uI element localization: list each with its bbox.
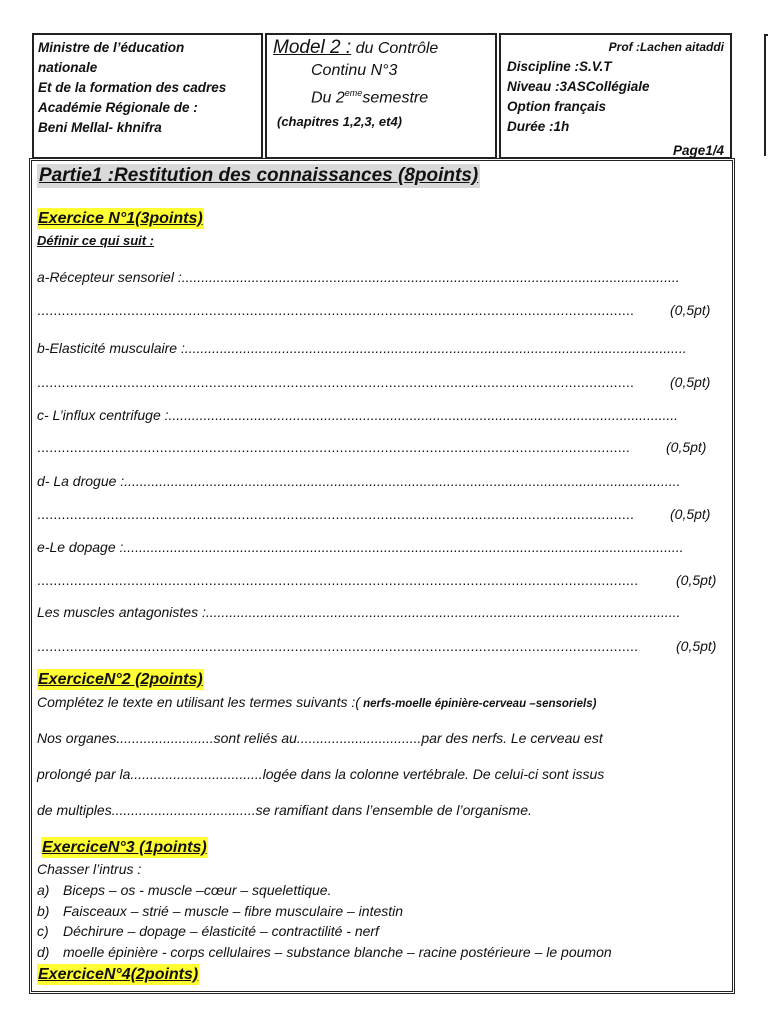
institution-line-2: nationale: [38, 60, 98, 75]
prof-label: Prof :Lachen aitaddi: [608, 40, 724, 54]
ex3-item-d: d) moelle épinière - corps cellulaires – substance blanche – racine postérieure – le poumon: [37, 944, 612, 960]
institution-line-1: Ministre de l’éducation: [38, 40, 185, 55]
header-title-cell: [265, 33, 497, 159]
ex1-item-a: a-Récepteur sensoriel :................................................................................................................................: [37, 269, 680, 285]
ex1-points-e: (0,5pt): [676, 572, 717, 588]
chapters-label: (chapitres 1,2,3, et4): [277, 114, 402, 130]
ex2-line-2: prolongé par la..................................logée dans la colonne vertébrale. De celui-ci sont issus: [37, 766, 605, 782]
ex1-item-e: e-Le dopage :................................................................................................................................................: [37, 539, 684, 555]
ex2-terms: nerfs-moelle épinière-cerveau –sensoriels): [359, 698, 597, 710]
semestre-label: Du 2emesemestre: [311, 88, 429, 107]
niveau-label: Niveau :3ASCollégiale: [507, 79, 650, 94]
ex3-title: ExerciceN°3 (1points): [42, 839, 207, 856]
ex1-points-a: (0,5pt): [670, 302, 711, 318]
discipline-label: Discipline :S.V.T: [507, 59, 612, 74]
ex1-item-f: Les muscles antagonistes :..........................................................................................................................: [37, 604, 681, 620]
ex1-points-f: (0,5pt): [676, 638, 717, 654]
header-institution-cell: [32, 33, 263, 159]
ex4-title: ExerciceN°4(2points): [38, 966, 199, 983]
exam-title-line: [273, 38, 495, 59]
ex1-instruction: Définir ce qui suit :: [37, 233, 155, 248]
ex1-item-b: b-Elasticité musculaire :.................................................................................................................................: [37, 340, 687, 356]
ex2-line-1: Nos organes.........................sont reliés au................................par des nerfs. Le cerveau est: [37, 730, 603, 746]
header-table: [32, 33, 732, 159]
ex3-item-c: c) Déchirure – dopage – élasticité – contractilité - nerf: [37, 923, 379, 939]
ex1-points-d: (0,5pt): [670, 506, 711, 522]
continu-label: Continu N°3: [311, 62, 398, 79]
ex1-answer-line-d: ..................................................................................................................................................: [37, 506, 635, 522]
option-label: Option français: [507, 99, 607, 114]
duree-label: Durée :1h: [507, 119, 570, 134]
edge-mark: [764, 34, 768, 156]
model-label: Model 2 :: [273, 37, 352, 58]
page-number: Page1/4: [672, 143, 724, 158]
ex1-answer-line-a: ..................................................................................................................................................: [37, 302, 635, 318]
institution-line-5: Beni Mellal- khnifra: [38, 120, 162, 135]
ex1-points-b: (0,5pt): [670, 374, 711, 390]
ex3-item-b: b) Faisceaux – strié – muscle – fibre musculaire – intestin: [37, 903, 404, 919]
ex3-item-a: a) Biceps – os - muscle –cœur – squelettique.: [37, 882, 332, 898]
ex1-item-c: c- L’influx centrifuge :...................................................................................................................................: [37, 407, 679, 423]
ex2-line-3: de multiples.....................................se ramifiant dans l’ensemble de l’organisme.: [37, 802, 532, 818]
ex1-answer-line-b: ..................................................................................................................................................: [37, 374, 635, 390]
controle-label: du Contrôle: [351, 40, 439, 57]
ex1-item-d: d- La drogue :...............................................................................................................................................: [37, 473, 681, 489]
ex2-title: ExerciceN°2 (2points): [38, 671, 203, 688]
ex1-title: Exercice N°1(3points): [38, 210, 203, 227]
ex1-answer-line-f: ...................................................................................................................................................: [37, 638, 639, 654]
institution-line-4: Académie Régionale de :: [38, 100, 198, 115]
header-info-cell: [499, 33, 732, 159]
ex1-answer-line-e: ...................................................................................................................................................: [37, 572, 639, 588]
ex2-instruction: Complétez le texte en utilisant les termes suivants :( nerfs-moelle épinière-cerveau –sensoriels): [37, 694, 597, 710]
ex1-points-c: (0,5pt): [666, 439, 707, 455]
part1-title: Partie1 :Restitution des connaissances (8points): [39, 165, 479, 186]
institution-line-3: Et de la formation des cadres: [38, 80, 227, 95]
ex3-instruction: Chasser l’intrus :: [37, 861, 142, 877]
ex1-answer-line-c: .................................................................................................................................................: [37, 439, 630, 455]
